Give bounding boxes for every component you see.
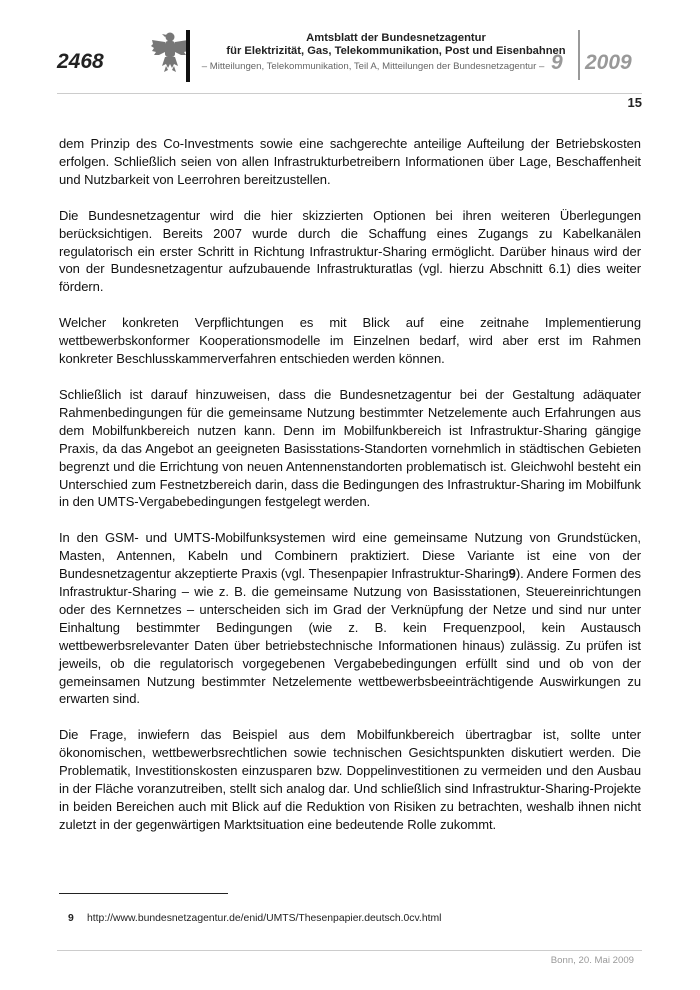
- paragraph: Die Frage, inwiefern das Beispiel aus dem Mobilfunkbereich übertragbar ist, sollte unter ökonomischen, wettbewerbsrechtlichen sowie technischen Gesichtspunkten diskutiert werden. Die Problematik, Investitionskosten einzusparen bzw. Doppelinvestitionen zu vermeiden und den Ausbau in der Fläche voranzutreiben, stellt sich analog dar. Und schließlich sind Infrastruktur-Sharing-Projekte in beiden Bereichen auch mit Blick auf die Reduktion von Risiken zu betrachten, weshalb ihnen nicht zuletzt in der gegenwärtigen Marktsituation eine bedeutende Rolle zukommt.: [59, 727, 641, 832]
- paragraph: Schließlich ist darauf hinzuweisen, dass die Bundesnetzagentur bei der Gestaltung adäquater Rahmenbedingungen für die gemeinsame Nutzung bestimmter Netzelemente auch Erfahrungen aus dem Mobilfunkbereich nutzen kann. Denn im Mobilfunkbereich ist Infrastruktur-Sharing gängige Praxis, da das Angebot an geeigneten Basisstations-Standorten vornehmlich in städtischen Gebieten begrenzt und die Errichtung von neuen Antennenstandorten problematisch ist. Gleichwohl besteht ein Unterschied zum Festnetzbereich darin, dass die Bedingungen des Infrastruktur-Sharing im Mobilfunk in den UMTS-Vergabebedingungen festgelegt werden.: [59, 386, 641, 510]
- paragraph: dem Prinzip des Co-Investments sowie eine sachgerechte anteilige Aufteilung der Betriebskosten erfolgen. Schließlich seien von allen Infrastrukturbetreibern Informationen über Lage, Beschaffenheit und Nutzbarkeit von Leerrohren bereitzustellen.: [59, 136, 641, 187]
- journal-title: [196, 32, 596, 57]
- footnote-rule: [59, 893, 228, 894]
- footer-date: Bonn, 20. Mai 2009: [550, 955, 634, 966]
- footer-rule: [57, 950, 642, 951]
- journal-title-line-2: für Elektrizität, Gas, Telekommunikation, Post und Eisenbahnen: [226, 44, 566, 57]
- page-number: 2468: [57, 50, 104, 73]
- footnote: [68, 913, 441, 924]
- paragraph: Welcher konkreten Verpflichtungen es mit Blick auf eine zeitnahe Implementierung wettbewerbskonformer Kooperationsmodelle im Einzelnen bedarf, wird aber erst im Rahmen konkreter Beschlusskammerverfahren entschieden werden können.: [59, 315, 641, 367]
- paragraph-text: In den GSM- und UMTS-Mobilfunksystemen wird eine gemeinsame Nutzung von Grundstücken, Masten, Antennen, Kabeln und Combinern praktiziert. Diese Variante ist eine von der Bundesnetzagentur akzeptierte Praxis (vgl. Thesenpapier Infrastruktur-Sharing: [59, 530, 641, 582]
- journal-subtitle: – Mitteilungen, Telekommunikation, Teil A, Mitteilungen der Bundesnetzagentur –: [201, 61, 545, 72]
- journal-title-line-1: Amtsblatt der Bundesnetzagentur: [306, 32, 486, 44]
- header-rule: [57, 93, 642, 94]
- footnote-reference[interactable]: 9: [508, 566, 516, 582]
- column-number: 15: [627, 95, 642, 110]
- paragraph-with-footnote: [59, 529, 641, 708]
- header-divider-bar: [186, 30, 190, 82]
- issue-number: 9: [551, 51, 563, 74]
- paragraph-text: ). Andere Formen des Infrastruktur-Sharing – wie z. B. die gemeinsame Nutzung von Basisstationen, Steuereinrichtungen oder des Kernnetzes – unterscheiden sich im Grad der Verknüpfung der Netze und sind nur unter Einhaltung bestimmter Bedingungen (wie z. B. kein Frequenzpool, kein Austausch wettbewerbsrelevanter Daten über betriebstechnische Informationen hinaus) zulässig. Zu prüfen ist jeweils, ob die regulatorisch vorgegebenen Vergabebedingungen erfüllt sind und ob von der gemeinsamen Nutzung bestimmter Netzelemente wettbewerbsbeeinträchtigende Auswirkungen zu erwarten sind.: [59, 566, 641, 707]
- footnote-link[interactable]: http://www.bundesnetzagentur.de/enid/UMTS/Thesenpapier.deutsch.0cv.html: [87, 913, 442, 924]
- footnote-number: 9: [68, 913, 74, 924]
- paragraph: Die Bundesnetzagentur wird die hier skizzierten Optionen bei ihren weiteren Überlegungen berücksichtigen. Bereits 2007 wurde durch die Schaffung eines Zugangs zu Kabelkanälen regulatorisch ein erster Schritt in Richtung Infrastruktur-Sharing ermöglicht. Darüber hinaus wird der von der Bundesnetzagentur aufzubauende Infrastrukturatlas (vgl. hierzu Abschnitt 6.1) dies weiter fördern.: [59, 207, 641, 295]
- federal-eagle-icon: [150, 30, 190, 74]
- body-text: [59, 135, 641, 852]
- issue-year: 2009: [585, 51, 632, 74]
- issue-divider-bar: [578, 30, 580, 80]
